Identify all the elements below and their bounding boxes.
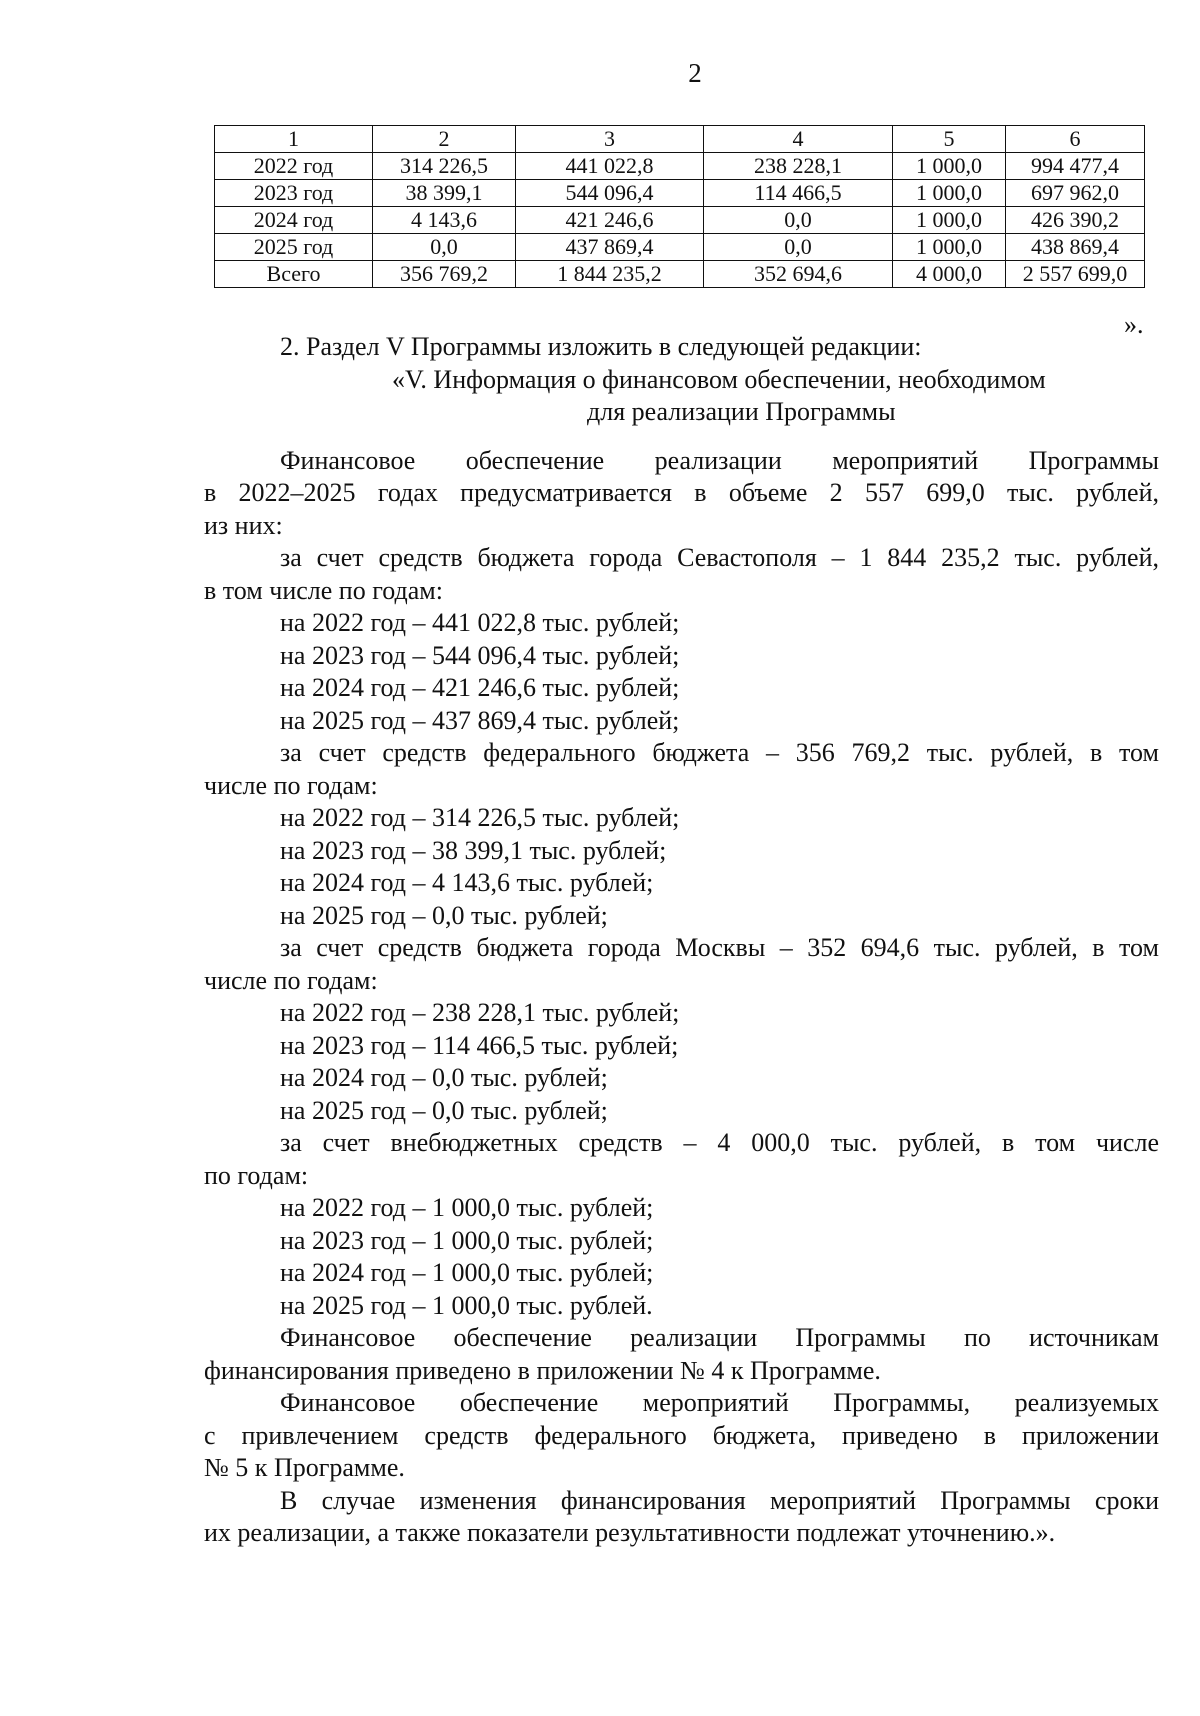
table-cell: 994 477,4 (1006, 153, 1145, 180)
page-number: 2 (688, 58, 702, 88)
table-header-cell: 3 (516, 126, 704, 153)
table-cell: 2022 год (215, 153, 373, 180)
table-cell: 1 000,0 (893, 234, 1006, 261)
moscow-line-1: за счет средств бюджета города Москвы – 352 694,6 тыс. рублей, в том (280, 933, 1159, 962)
federal-year-item: на 2025 год – 0,0 тыс. рублей; (280, 900, 608, 930)
item-2-text: 2. Раздел V Программы изложить в следующей редакции: (280, 332, 922, 361)
table-cell: 0,0 (704, 207, 893, 234)
table-cell: 356 769,2 (373, 261, 516, 288)
sevastopol-year-item: на 2023 год – 544 096,4 тыс. рублей; (280, 640, 680, 670)
extrabudget-year-item: на 2025 год – 1 000,0 тыс. рублей. (280, 1290, 653, 1320)
table-cell: 4 000,0 (893, 261, 1006, 288)
table-header-cell: 5 (893, 126, 1006, 153)
paragraph-1-line-1: Финансовое обеспечение реализации мероприятий Программы (280, 445, 1159, 475)
sevastopol-year-item: на 2025 год – 437 869,4 тыс. рублей; (280, 705, 680, 735)
table-cell: 352 694,6 (704, 261, 893, 288)
table-header-cell: 2 (373, 126, 516, 153)
table-cell: 2023 год (215, 180, 373, 207)
moscow-year-item: на 2024 год – 0,0 тыс. рублей; (280, 1063, 608, 1092)
federal-year-item: на 2024 год – 4 143,6 тыс. рублей; (280, 868, 654, 897)
table-cell: 38 399,1 (373, 180, 516, 207)
table-cell: 0,0 (704, 234, 893, 261)
paragraph-1-line-3: из них: (204, 510, 283, 540)
table-cell: Всего (215, 261, 373, 288)
table-header-cell: 1 (215, 126, 373, 153)
table-cell: 238 228,1 (704, 153, 893, 180)
document-body (204, 331, 1159, 1550)
table-header-cell: 4 (704, 126, 893, 153)
table-header-row (215, 126, 1145, 153)
federal-line-2: числе по годам: (204, 770, 378, 800)
federal-paragraph-line-2: с привлечением средств федерального бюджета, приведено в приложении (204, 1420, 1159, 1450)
changes-paragraph-line-2: их реализации, а также показатели результативности подлежат уточнению.». (204, 1518, 1056, 1547)
table-cell: 2 557 699,0 (1006, 261, 1145, 288)
federal-paragraph-line-1: Финансовое обеспечение мероприятий Программы, реализуемых (280, 1388, 1159, 1417)
moscow-year-item: на 2025 год – 0,0 тыс. рублей; (280, 1095, 608, 1125)
sources-paragraph-line-1: Финансовое обеспечение реализации Программы по источникам (280, 1323, 1159, 1352)
table-cell: 1 844 235,2 (516, 261, 704, 288)
table-cell: 1 000,0 (893, 207, 1006, 234)
section-title-line-2: для реализации Программы (587, 397, 896, 426)
table-row (215, 207, 1145, 234)
table-row (215, 234, 1145, 261)
table-row (215, 180, 1145, 207)
extrabudget-year-item: на 2022 год – 1 000,0 тыс. рублей; (280, 1193, 654, 1222)
sevastopol-line-2: в том числе по годам: (204, 575, 443, 605)
table-total-row (215, 261, 1145, 288)
moscow-line-2: числе по годам: (204, 965, 378, 995)
table-cell: 114 466,5 (704, 180, 893, 207)
federal-year-item: на 2022 год – 314 226,5 тыс. рублей; (280, 803, 680, 832)
table-cell: 441 022,8 (516, 153, 704, 180)
extrabudget-year-item: на 2024 год – 1 000,0 тыс. рублей; (280, 1258, 654, 1287)
extrabudget-line-1: за счет внебюджетных средств – 4 000,0 тыс. рублей, в том числе (280, 1128, 1159, 1157)
changes-paragraph-line-1: В случае изменения финансирования мероприятий Программы сроки (280, 1485, 1159, 1515)
table-cell: 421 246,6 (516, 207, 704, 234)
table-cell: 697 962,0 (1006, 180, 1145, 207)
sources-paragraph-line-2: финансирования приведено в приложении № 4 к Программе. (204, 1355, 881, 1385)
table-cell: 544 096,4 (516, 180, 704, 207)
table-cell: 1 000,0 (893, 153, 1006, 180)
extrabudget-year-item: на 2023 год – 1 000,0 тыс. рублей; (280, 1225, 654, 1255)
table-cell: 2024 год (215, 207, 373, 234)
table-cell: 426 390,2 (1006, 207, 1145, 234)
table-cell: 437 869,4 (516, 234, 704, 261)
table-cell: 314 226,5 (373, 153, 516, 180)
sevastopol-line-1: за счет средств бюджета города Севастополя – 1 844 235,2 тыс. рублей, (280, 543, 1159, 572)
table-cell: 438 869,4 (1006, 234, 1145, 261)
federal-line-1: за счет средств федерального бюджета – 356 769,2 тыс. рублей, в том (280, 738, 1159, 767)
paragraph-1-line-2: в 2022–2025 годах предусматривается в объеме 2 557 699,0 тыс. рублей, (204, 478, 1159, 507)
closing-quote: ». (1124, 310, 1144, 339)
table-header-cell: 6 (1006, 126, 1145, 153)
section-title-line-1: «V. Информация о финансовом обеспечении, необходимом (392, 364, 1046, 394)
financing-table (214, 125, 1145, 288)
sevastopol-year-item: на 2024 год – 421 246,6 тыс. рублей; (280, 673, 680, 702)
federal-year-item: на 2023 год – 38 399,1 тыс. рублей; (280, 835, 667, 865)
table-cell: 1 000,0 (893, 180, 1006, 207)
table-row (215, 153, 1145, 180)
table-cell: 4 143,6 (373, 207, 516, 234)
table-cell: 2025 год (215, 234, 373, 261)
table-cell: 0,0 (373, 234, 516, 261)
moscow-year-item: на 2023 год – 114 466,5 тыс. рублей; (280, 1030, 679, 1060)
federal-paragraph-line-3: № 5 к Программе. (204, 1453, 405, 1482)
sevastopol-year-item: на 2022 год – 441 022,8 тыс. рублей; (280, 608, 680, 637)
extrabudget-line-2: по годам: (204, 1160, 309, 1190)
moscow-year-item: на 2022 год – 238 228,1 тыс. рублей; (280, 998, 680, 1027)
